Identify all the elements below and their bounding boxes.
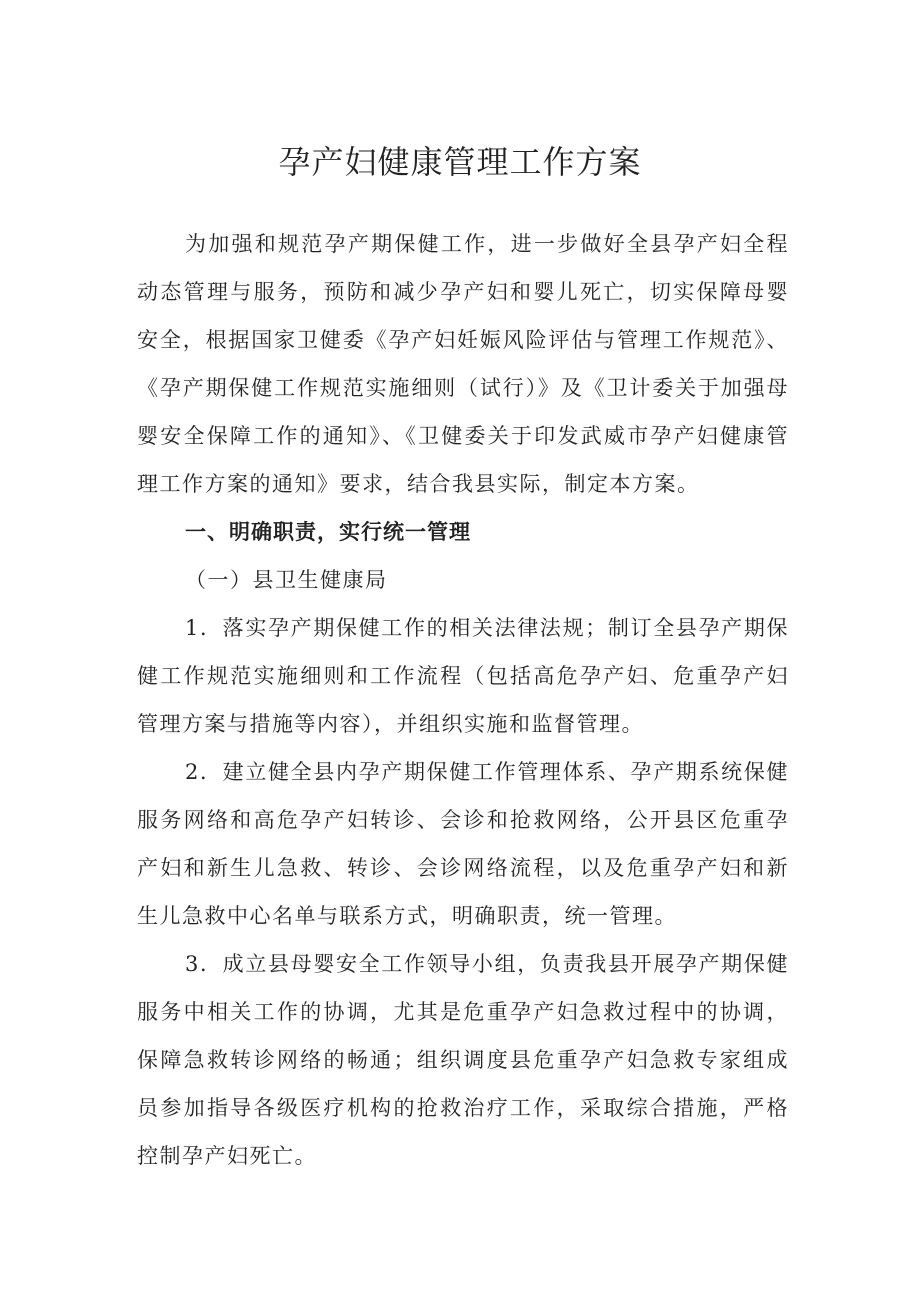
subsection-heading: （一）县卫生健康局 [185, 568, 388, 592]
document-title: 孕产妇健康管理工作方案 [278, 143, 642, 181]
intro-paragraph: 为加强和规范孕产期保健工作，进一步做好全县孕产妇全程动态管理与服务，预防和减少孕产妇和婴儿死亡，切实保障母婴安全，根据国家卫健委《孕产妇妊娠风险评估与管理工作规范》、《孕产期保健工作规范实施细则（试行）》及《卫计委关于加强母婴安全保障工作的通知》、《卫健委关于印发武威市孕产妇健康管理工作方案的通知》要求，结合我县实际，制定本方案。 [137, 232, 789, 496]
list-item: 1．落实孕产期保健工作的相关法律法规；制订全县孕产期保健工作规范实施细则和工作流程（包括高危孕产妇、危重孕产妇管理方案与措施等内容），并组织实施和监督管理。 [137, 616, 789, 736]
list-item: 2．建立健全县内孕产期保健工作管理体系、孕产期系统保健服务网络和高危孕产妇转诊、会诊和抢救网络，公开县区危重孕产妇和新生儿急救、转诊、会诊网络流程，以及危重孕产妇和新生儿急救中心名单与联系方式，明确职责，统一管理。 [137, 760, 789, 928]
section-heading: 一、明确职责，实行统一管理 [185, 520, 471, 544]
list-item: 3．成立县母婴安全工作领导小组，负责我县开展孕产期保健服务中相关工作的协调，尤其是危重孕产妇急救过程中的协调，保障急救转诊网络的畅通；组织调度县危重孕产妇急救专家组成员参加指导各级医疗机构的抢救治疗工作，采取综合措施，严格控制孕产妇死亡。 [137, 952, 789, 1168]
document-body [137, 220, 789, 1180]
